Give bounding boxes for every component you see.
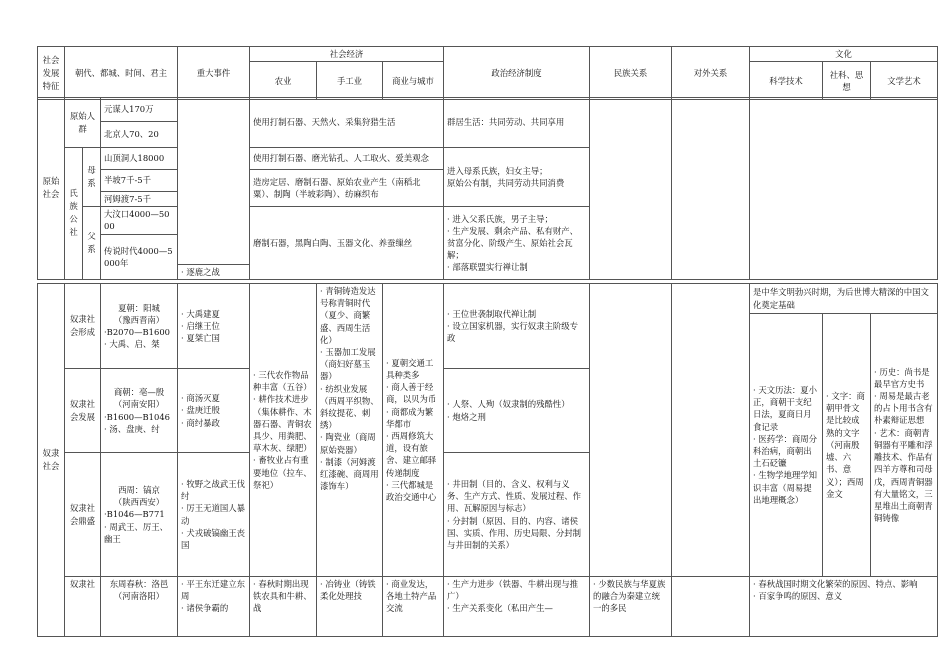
events-chunqiu-1: · 平王东迁建立东周 xyxy=(181,579,245,602)
commerce-chunqiu: · 商业发达，各地土特产品交流 xyxy=(383,577,444,637)
politics-chunqiu xyxy=(444,577,590,637)
events-shang xyxy=(178,369,250,453)
header-foreign: 对外关系 xyxy=(672,47,750,100)
events-chunqiu-2: · 诸侯争霸的 xyxy=(181,603,229,614)
science-slave xyxy=(750,314,823,577)
culture-chunqiu xyxy=(750,577,938,637)
slave-society-table xyxy=(37,283,938,637)
dynasty-beijing: 北京人70、20 xyxy=(101,122,178,148)
science-slave-1: · 天文历法：夏小正，商朝干支纪日法，夏商日月食记录 xyxy=(753,384,817,432)
politics-chunqiu-1: · 生产力进步（铁器、牛耕出现与推广） xyxy=(447,579,578,602)
commerce-slave-5: · 三代都城是政治交通中心 xyxy=(386,479,437,503)
dynasty-xia-3: ·B2070—B1600 xyxy=(104,327,170,337)
dynasty-shang-3: ·B1600—B1046 xyxy=(104,411,170,422)
culture-slave-top: 是中华文明勃兴时期，为后世博大精深的中国文化奠定基础 xyxy=(750,284,938,314)
commerce-slave xyxy=(383,284,444,577)
events-xia-1: · 大禹建夏 xyxy=(181,308,220,319)
foreign-chunqiu xyxy=(672,577,750,637)
agri-chunqiu: · 春秋时期出现铁农具和牛耕、战 xyxy=(250,577,317,637)
dynasty-chunqiu: 东周春秋：洛邑（河南洛阳） xyxy=(101,577,178,637)
econ-patrilineal: 磨制石器，黑陶白陶、玉器文化、养蚕缫丝 xyxy=(250,207,444,280)
politics-shang xyxy=(444,369,590,453)
foreign-slave xyxy=(672,284,750,577)
events-zhou-1: · 牧野之战武王伐纣 xyxy=(181,478,245,502)
craft-slave-1: · 青铜铸造发达号称青铜时代（夏少、商繁盛、西周生活化） xyxy=(320,286,376,345)
craft-slave-5: · 制漆（河姆渡红漆碗、商周用漆饰车） xyxy=(320,456,379,492)
sub-slave-development: 奴隶社会发展 xyxy=(65,369,101,453)
sub-slave-peak: 奴隶社会鼎盛 xyxy=(65,453,101,577)
politics-xia-2: · 设立国家机器，实行奴隶主阶级专政 xyxy=(447,320,578,344)
header-social-sci: 社科、思想 xyxy=(823,62,871,100)
dynasty-shandingdong: 山顶洞人18000 xyxy=(101,148,178,170)
agri-slave-2: · 耕作技术进步（集体耕作、木器石器、青铜农具少、用粪肥、草木灰、绿肥） xyxy=(253,394,312,454)
agri-slave-1: · 三代农作物品种丰富（五谷） xyxy=(253,369,312,393)
agri-slave-3: · 畜牧业占有重要地位（拉车、祭祀） xyxy=(253,455,312,490)
craft-chunqiu: · 冶铸业（铸铁柔化处理技 xyxy=(317,577,383,637)
ethnic-chunqiu: · 少数民族与华夏族的融合为秦建立统一的多民 xyxy=(590,577,672,637)
agri-slave xyxy=(250,284,317,577)
events-zhou-3: · 犬戎破镐幽王丧国 xyxy=(181,527,245,550)
header-craft: 手工业 xyxy=(317,62,383,100)
literature-slave-2: · 周易是最古老的占卜用书含有朴素辩证思想 xyxy=(874,391,933,426)
header-commerce: 商业与城市 xyxy=(383,62,444,100)
commerce-slave-1: · 夏朝交通工具种类多 xyxy=(386,357,434,380)
header-dynasty-cell: 朝代、都城、时间、君主 xyxy=(65,47,178,100)
header-stage: 社会发展特征 xyxy=(38,47,65,100)
craft-slave-2: · 玉器加工发展（商妇好墓玉器） xyxy=(320,347,376,382)
dynasty-banpo: 半坡7千-5千 xyxy=(101,170,178,192)
dynasty-xia xyxy=(101,284,178,369)
sub-matrilineal: 母系 xyxy=(83,148,101,207)
sub-slave-formation: 奴隶社会形成 xyxy=(65,284,101,369)
literature-slave-3: · 艺术：商朝青铜器有平雕和浮雕技术、作品有四羊方尊和司母戊，西周青铜器有大量铭文，三星堆出土商朝青铜铸像 xyxy=(874,427,933,524)
culture-chunqiu-1: · 春秋战国时期文化繁荣的原因、特点、影响 xyxy=(753,579,918,589)
history-table-body xyxy=(37,97,938,280)
header-agri: 农业 xyxy=(250,62,317,100)
stage-slave: 奴隶社会 xyxy=(38,284,65,637)
politics-matrilineal-2: 原始公有制，共同劳动共同消费 xyxy=(447,178,565,189)
sub-slave-decline: 奴隶社 xyxy=(65,577,101,637)
events-xia-2: · 启继王位 xyxy=(181,320,220,331)
events-shang-3: · 商纣暴政 xyxy=(181,417,220,428)
events-zhuolu: · 逐鹿之战 xyxy=(178,264,250,279)
commerce-slave-4: · 西周修筑大道，设有旅舍、建立邮驿传递制度 xyxy=(386,431,437,478)
dynasty-zhou-1: 西周：镐京 xyxy=(118,484,160,495)
science-slave-2: · 医药学：商周分科治病，商朝出土石砭镰 xyxy=(753,433,817,469)
politics-matrilineal xyxy=(444,148,590,207)
dynasty-zhou-3: ·B1046—B771 xyxy=(104,509,165,520)
ethnic-primitive-col xyxy=(590,98,672,280)
dynasty-dawenkou: 大汶口4000—5000 xyxy=(101,207,178,234)
dynasty-zhou xyxy=(101,453,178,577)
literature-slave-1: · 历史：尚书是最早官方史书 xyxy=(874,366,930,389)
craft-slave-4: · 陶瓷业（商周原始瓷器） xyxy=(320,432,376,455)
header-events: 重大事件 xyxy=(178,47,250,100)
politics-patrilineal xyxy=(444,207,590,280)
dynasty-shang-2: （河南安阳） xyxy=(113,399,165,410)
events-chunqiu xyxy=(178,577,250,637)
events-xia xyxy=(178,284,250,369)
politics-shang-1: · 人祭、人殉（奴隶制的残酷性） xyxy=(447,399,570,410)
events-shang-2: · 盘庚迁殷 xyxy=(181,405,220,416)
events-xia-3: · 夏桀亡国 xyxy=(181,333,220,344)
politics-chunqiu-2: · 生产关系变化（私田产生— xyxy=(447,603,553,614)
dynasty-shang-1: 商朝：亳—殷 xyxy=(113,387,165,398)
politics-primitive-group: 群居生活：共同劳动、共同享用 xyxy=(444,98,590,148)
sub-clan-commune: 氏族公社 xyxy=(65,148,83,280)
politics-shang-2: · 炮烙之刑 xyxy=(447,411,486,422)
craft-slave xyxy=(317,284,383,577)
culture-primitive-col xyxy=(750,98,938,280)
dynasty-zhou-2: （陕西西安） xyxy=(113,497,165,508)
events-zhou-2: · 厉王无道国人暴动 xyxy=(181,503,245,526)
dynasty-shang-4: · 汤、盘庚、纣 xyxy=(104,423,160,434)
dynasty-shang xyxy=(101,369,178,453)
events-shang-1: · 商汤灭夏 xyxy=(181,393,220,404)
dynasty-zhou-4: · 周武王、厉王、幽王 xyxy=(104,521,168,544)
politics-zhou-2: · 分封制（原因、目的、内容、诸侯国、实质、作用、历史局限、分封制与井田制的关系） xyxy=(447,515,581,550)
craft-slave-3: · 纺织业发展（西周平织物、斜纹提花、刺绣） xyxy=(320,383,379,431)
econ-banpo-hemudu: 造房定居、磨制石器、原始农业产生（南稻北粟）、制陶（半坡彩陶）、纺麻织布 xyxy=(250,170,444,207)
politics-xia-1: · 王位世袭制取代禅让制 xyxy=(447,308,537,319)
culture-chunqiu-2: · 百家争鸣的原因、意义 xyxy=(753,591,843,602)
social-sci-slave: · 文字：商朝甲骨文是比较成熟的文字（河南殷墟、六书、意义）；西周金文 xyxy=(823,314,871,577)
dynasty-xia-1: 夏朝：阳城 xyxy=(118,302,160,313)
commerce-slave-3: · 商都成为繁华都市 xyxy=(386,406,434,429)
dynasty-xia-4: · 大禹、启、桀 xyxy=(104,339,160,350)
events-zhou xyxy=(178,453,250,577)
politics-matrilineal-1: 进入母系氏族，妇女主导； xyxy=(447,165,548,176)
header-science: 科学技术 xyxy=(750,62,823,100)
header-culture: 文化 xyxy=(750,47,938,62)
politics-zhou xyxy=(444,453,590,577)
sub-primitive-group: 原始人群 xyxy=(65,98,101,148)
history-table xyxy=(37,46,938,100)
ethnic-slave xyxy=(590,284,672,577)
politics-xia xyxy=(444,284,590,369)
foreign-primitive-col xyxy=(672,98,750,280)
literature-slave xyxy=(871,314,938,577)
dynasty-yuanmou: 元谋人170万 xyxy=(101,98,178,122)
econ-shandingdong: 使用打制石器、磨光钻孔、人工取火、爱美观念 xyxy=(250,148,444,170)
stage-primitive: 原始社会 xyxy=(38,98,65,280)
econ-primitive-group: 使用打制石器、天然火、采集狩猎生活 xyxy=(250,98,444,148)
politics-patrilineal-1: · 进入父系氏族，男子主导； xyxy=(447,213,553,224)
header-literature: 文学艺术 xyxy=(871,62,938,100)
sub-patrilineal: 父系 xyxy=(83,207,101,280)
commerce-slave-2: · 商人善于经商，以贝为币 xyxy=(386,382,437,405)
politics-zhou-1: · 井田制（目的、含义、权利与义务、生产方式、性质、发展过程、作用、瓦解原因与标志） xyxy=(447,478,581,514)
politics-patrilineal-3: · 部落联盟实行禅让制 xyxy=(447,262,528,273)
dynasty-legend: 传说时代4000—5000年 xyxy=(101,234,178,279)
events-primitive-empty xyxy=(178,98,250,265)
dynasty-xia-2: （豫西晋南） xyxy=(113,314,165,325)
dynasty-hemudu: 河姆渡7-5千 xyxy=(101,192,178,207)
header-ethnic: 民族关系 xyxy=(590,47,672,100)
header-politics: 政治经济制度 xyxy=(444,47,590,100)
politics-patrilineal-2: · 生产发展、剩余产品、私有财产、贫富分化、阶级产生、原始社会瓦解； xyxy=(447,225,578,261)
header-socio-econ: 社会经济 xyxy=(250,47,444,62)
science-slave-3: · 生物学地理学知识丰富（周易提出地理概念） xyxy=(753,470,817,505)
